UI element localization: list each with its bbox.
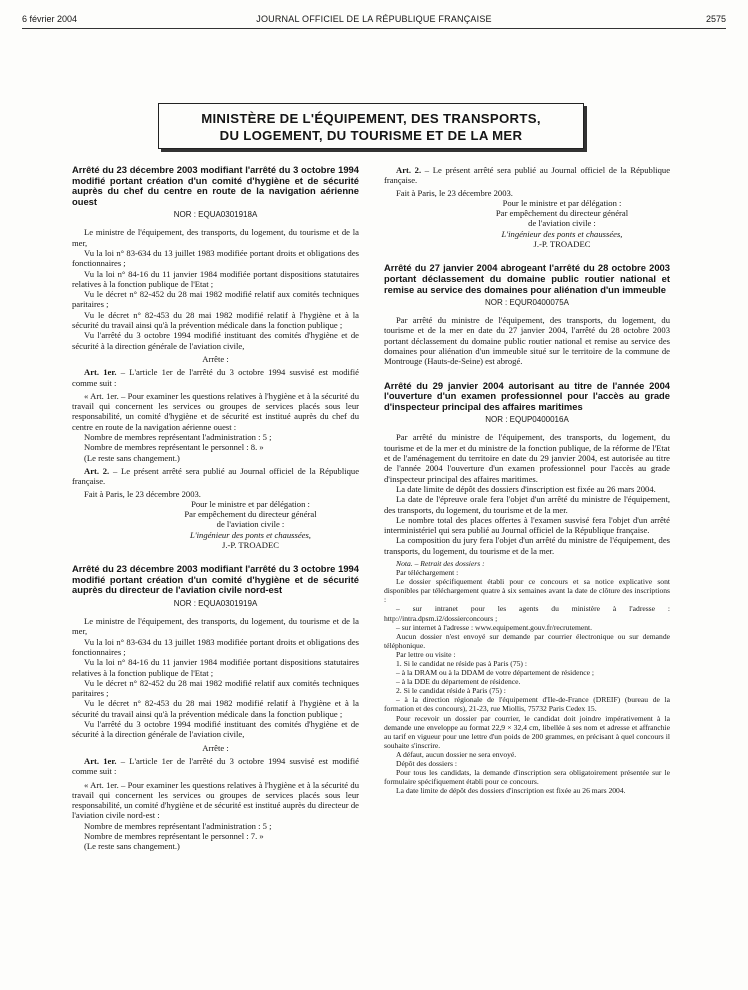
arrete-title: Arrêté du 23 décembre 2003 modifiant l'arrêté du 3 octobre 1994 modifié portant création d'un comité d'hygiène et de sécurité auprès du directeur de l'aviation civile nord-est xyxy=(72,563,359,596)
paragraph: (Le reste sans changement.) xyxy=(84,452,180,463)
right-column xyxy=(384,165,670,795)
nota-line: Pour recevoir un dossier par courrier, le candidat doit joindre impérativement à la demande une enveloppe au format 22,9 × 32,4 cm, libellée à ses nom et adresse et affranchie au tarif en vigueur pour une lettre d'un poids de 200 grammes, en précisant à quel concours il souhaite s'inscrire. xyxy=(384,713,670,750)
article-1 xyxy=(72,367,359,388)
ministry-box xyxy=(158,103,584,149)
quoted-article: « Art. 1er. – Pour examiner les questions relatives à l'hygiène et à la sécurité du travail qui concernent les services ou groupes de services placés sous leur responsabilité, un comité d'hygiène et de sécurité est institué auprès du directeur de l'aviation civile nord-est : xyxy=(72,779,359,821)
ministry-line-1: MINISTÈRE DE L'ÉQUIPEMENT, DES TRANSPORTS, xyxy=(201,111,541,126)
nota-line: – à la DDE du département de résidence. xyxy=(396,677,521,687)
signature-line: L'ingénieur des ponts et chaussées, xyxy=(501,228,623,239)
arrete-4 xyxy=(384,381,670,796)
nota-line: – sur intranet pour les agents du ministère à l'adresse : http://intra.dpsm.i2/dossierconcours ; xyxy=(384,604,670,623)
article-text: – Le présent arrêté sera publié au Journal officiel de la République française. xyxy=(72,465,360,487)
nota-line: Aucun dossier n'est envoyé sur demande par courrier électronique ou sur demande téléphonique. xyxy=(384,631,670,650)
arrete-word: Arrête : xyxy=(202,353,229,364)
header-date: 6 février 2004 xyxy=(22,14,78,24)
nota-line: Par lettre ou visite : xyxy=(396,649,456,659)
arrete-1 xyxy=(72,165,359,550)
arrete-title: Arrêté du 27 janvier 2004 abrogeant l'arrêté du 28 octobre 2003 portant déclassement du domaine public routier national et remise au service des domaines pour aliénation d'un immeuble xyxy=(384,262,670,295)
signature-name: J.-P. TROADEC xyxy=(533,239,591,250)
paragraph: Le nombre total des places offertes à l'examen susvisé fera l'objet d'un arrêté interministériel qui sera publié au Journal officiel de la République française. xyxy=(384,514,670,536)
nota-line: – sur internet à l'adresse : www.equipement.gouv.fr/recrutement. xyxy=(396,622,593,632)
nota-line: Nota. – Retrait des dossiers : xyxy=(396,558,485,568)
arrete-title: Arrêté du 23 décembre 2003 modifiant l'arrêté du 3 octobre 1994 modifié portant création d'un comité d'hygiène et de sécurité auprès du chef du centre en route de la navigation aérienne ouest xyxy=(72,164,359,207)
fait-a-paris: Fait à Paris, le 23 décembre 2003. xyxy=(396,187,513,198)
article-text: – L'article 1er de l'arrêté du 3 octobre 1994 susvisé est modifié comme suit : xyxy=(72,755,359,777)
paragraph: Vu le décret n° 82-452 du 28 mai 1982 modifié relatif aux comités techniques paritaires ; xyxy=(72,289,359,310)
nota-line: – à la direction régionale de l'équipement d'Ile-de-France (DREIF) (bureau de la formation et des concours), 21-23, rue Miollis, 75732 Paris Cedex 15. xyxy=(384,695,670,714)
paragraph: Nombre de membres représentant le personnel : 7. » xyxy=(84,831,264,841)
nor-reference: NOR : EQUA0301918A xyxy=(173,210,258,220)
arrete-2 xyxy=(72,564,359,851)
nota-line: Le dossier spécifiquement établi pour ce concours et sa notice explicative sont disponibles par téléchargement quatre à six semaines avant la date de clôture des inscriptions : xyxy=(384,577,670,605)
article-label: Art. 1er. xyxy=(84,367,117,378)
signature-line: Pour le ministre et par délégation : xyxy=(502,197,622,208)
article-2 xyxy=(384,165,670,186)
arrete-title: Arrêté du 29 janvier 2004 autorisant au titre de l'année 2004 l'ouverture d'un examen professionnel pour l'accès au grade d'inspecteur principal des affaires maritimes xyxy=(384,379,670,412)
paragraph: Le ministre de l'équipement, des transports, du logement, du tourisme et de la mer, xyxy=(72,616,359,637)
article-label: Art. 2. xyxy=(84,465,110,476)
signature-block xyxy=(142,499,359,550)
signature-line: de l'aviation civile : xyxy=(216,519,285,530)
paragraph: Vu le décret n° 82-452 du 28 mai 1982 modifié relatif aux comités techniques paritaires ; xyxy=(72,677,359,699)
fait-a-paris: Fait à Paris, le 23 décembre 2003. xyxy=(84,488,201,499)
paragraph: La date limite de dépôt des dossiers d'inscription est fixée au 26 mars 2004. xyxy=(396,483,656,494)
paragraph: Par arrêté du ministre de l'équipement, des transports, du logement, du tourisme et de la mer en date du 27 janvier 2004, l'arrêté du 28 octobre 2003 portant déclassement du domaine public routier national et remise au service des domaines pour aliénation d'un immeuble situé sur le territoire de la commune de Montrouge (Hauts-de-Seine) est abrogé. xyxy=(384,315,670,367)
nor-reference: NOR : EQUR0400075A xyxy=(484,298,570,308)
nota-line: A défaut, aucun dossier ne sera envoyé. xyxy=(396,749,517,759)
nota-line: La date limite de dépôt des dossiers d'inscription est fixée au 26 mars 2004. xyxy=(396,786,626,796)
left-column xyxy=(72,165,359,852)
paragraph: Vu le décret n° 82-453 du 28 mai 1982 modifié relatif à l'hygiène et à la sécurité du travail ainsi qu'à la prévention médicale dans la fonction publique ; xyxy=(72,698,359,719)
signature-line: de l'aviation civile : xyxy=(528,218,596,229)
signature-block xyxy=(454,198,670,249)
signature-name: J.-P. TROADEC xyxy=(222,539,279,550)
nor-reference: NOR : EQUA0301919A xyxy=(173,599,258,609)
article-1 xyxy=(72,756,359,777)
nota-line: Par téléchargement : xyxy=(396,568,459,578)
article-label: Art. 1er. xyxy=(84,755,117,766)
arrete-3 xyxy=(384,263,670,366)
article-text: – Le présent arrêté sera publié au Journal officiel de la République française. xyxy=(384,165,671,186)
paragraph: Le ministre de l'équipement, des transports, du logement, du tourisme et de la mer, xyxy=(72,227,359,248)
nota-line: Dépôt des dossiers : xyxy=(396,759,457,769)
header-title: JOURNAL OFFICIEL DE LA RÉPUBLIQUE FRANÇAISE xyxy=(256,14,492,24)
signature-line: L'ingénieur des ponts et chaussées, xyxy=(190,529,311,540)
signature-line: Pour le ministre et par délégation : xyxy=(191,498,310,509)
paragraph: Vu la loi n° 84-16 du 11 janvier 1984 modifiée portant dispositions statutaires relatives à la fonction publique de l'Etat ; xyxy=(72,268,359,289)
signature-line: Par empêchement du directeur général xyxy=(184,509,317,520)
arrete-word: Arrête : xyxy=(202,742,229,753)
article-2 xyxy=(72,466,359,487)
paragraph: Vu l'arrêté du 3 octobre 1994 modifié instituant des comités d'hygiène et de sécurité à la direction générale de l'aviation civile, xyxy=(72,330,359,351)
page-header xyxy=(22,14,726,28)
nor-reference: NOR : EQUP0400016A xyxy=(485,415,569,425)
nota-line: Pour tous les candidats, la demande d'inscription sera obligatoirement présentée sur le formulaire spécifiquement établi pour ce concours. xyxy=(384,768,670,787)
paragraph: Vu la loi n° 83-634 du 13 juillet 1983 modifiée portant droits et obligations des fonctionnaires ; xyxy=(72,247,359,269)
arrete-1-continued xyxy=(384,165,670,249)
paragraph: Vu la loi n° 83-634 du 13 juillet 1983 modifiée portant droits et obligations des fonctionnaires ; xyxy=(72,636,359,657)
paragraph: Vu l'arrêté du 3 octobre 1994 modifié instituant des comités d'hygiène et de sécurité à la direction générale de l'aviation civile, xyxy=(72,719,359,740)
header-rule xyxy=(22,28,726,29)
paragraph: (Le reste sans changement.) xyxy=(84,841,180,852)
nota-line: 2. Si le candidat réside à Paris (75) : xyxy=(396,686,506,696)
paragraph: La date de l'épreuve orale fera l'objet d'un arrêté du ministre de l'équipement, des transports, du logement, du tourisme et de la mer. xyxy=(384,494,670,515)
nota-line: – à la DRAM ou à la DDAM de votre département de résidence ; xyxy=(396,668,595,678)
signature-line: Par empêchement du directeur général xyxy=(495,208,629,219)
paragraph: Vu le décret n° 82-453 du 28 mai 1982 modifié relatif à l'hygiène et à la sécurité du travail ainsi qu'à la prévention médicale dans la fonction publique ; xyxy=(72,309,359,331)
ministry-line-2: DU LOGEMENT, DU TOURISME ET DE LA MER xyxy=(219,128,523,143)
paragraph: La composition du jury fera l'objet d'un arrêté du ministre de l'équipement, des transports, du logement, du tourisme et de la mer. xyxy=(384,535,670,556)
article-label: Art. 2. xyxy=(396,165,422,175)
nota-line: 1. Si le candidat ne réside pas à Paris (75) : xyxy=(396,659,527,669)
article-text: – L'article 1er de l'arrêté du 3 octobre 1994 susvisé est modifié comme suit : xyxy=(72,367,359,388)
header-page-number: 2575 xyxy=(705,14,726,24)
paragraph: Nombre de membres représentant l'administration : 5 ; xyxy=(84,432,272,443)
nota-section xyxy=(384,559,670,795)
paragraph: Nombre de membres représentant l'administration : 5 ; xyxy=(84,820,272,831)
paragraph: Nombre de membres représentant le personnel : 8. » xyxy=(84,442,264,453)
paragraph: Vu la loi n° 84-16 du 11 janvier 1984 modifiée portant dispositions statutaires relatives à la fonction publique de l'Etat ; xyxy=(72,657,359,678)
paragraph: Par arrêté du ministre de l'équipement, des transports, du logement, du tourisme et de la mer et du ministre de la fonction publique, de la réforme de l'Etat et de l'aménagement du territoire en date du 29 janvier 2004, est autorisée au titre de l'année 2004 l'ouverture d'un examen professionnel pour l'accès au grade d'inspecteur principal des affaires maritimes. xyxy=(384,432,670,484)
quoted-article: « Art. 1er. – Pour examiner les questions relatives à l'hygiène et à la sécurité du travail qui concernent les services ou groupes de services placés sous leur responsabilité, un comité d'hygiène et de sécurité est institué auprès du chef du centre en route de la navigation aérienne ouest : xyxy=(72,390,359,432)
